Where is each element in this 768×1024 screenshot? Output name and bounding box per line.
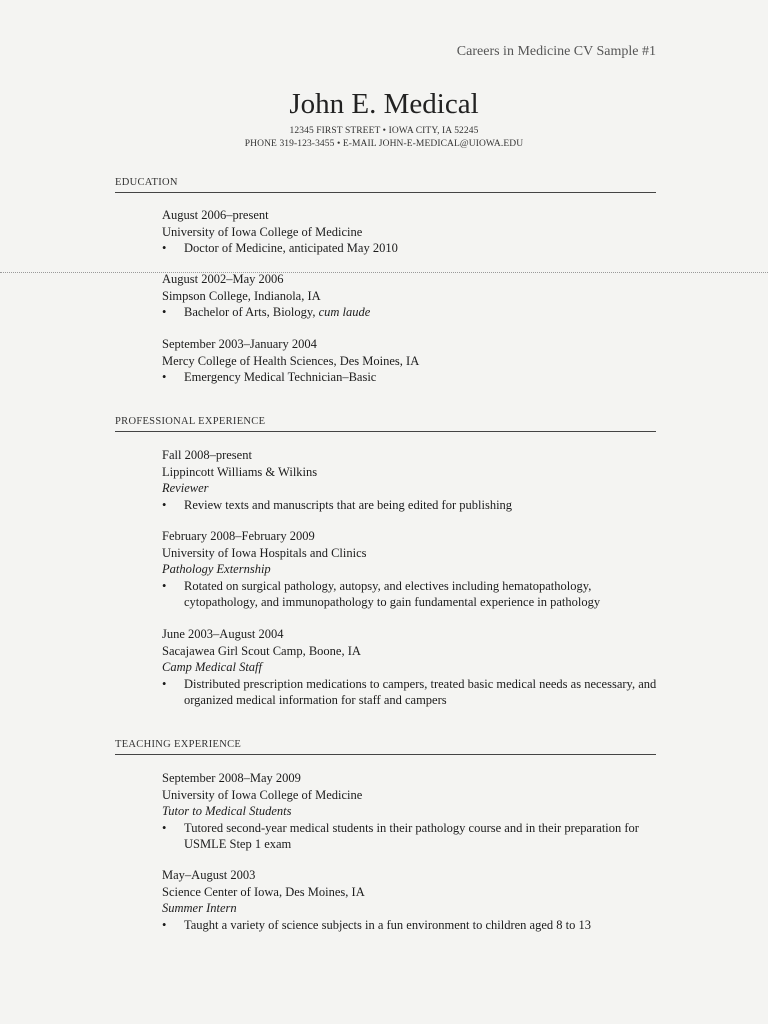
entry-role: Reviewer xyxy=(162,481,209,495)
teaching-entry xyxy=(162,867,662,933)
entry-bullet xyxy=(162,240,662,257)
entry-bullet xyxy=(162,304,662,321)
bullet-marker: • xyxy=(162,917,167,932)
education-entry xyxy=(162,336,662,386)
entry-dates: June 2003–August 2004 xyxy=(162,627,284,641)
bullet-text: Distributed prescription medications to campers, treated basic medical needs as necessary, and organized medical information for staff and campers xyxy=(184,676,657,707)
entry-dates: September 2008–May 2009 xyxy=(162,771,301,785)
section-header-teaching: TEACHING EXPERIENCE xyxy=(115,739,656,755)
bullet-marker: • xyxy=(162,578,167,593)
applicant-name: John E. Medical xyxy=(289,88,479,120)
bullet-text: Taught a variety of science subjects in a fun environment to children aged 8 to 13 xyxy=(184,917,591,932)
bullet-marker: • xyxy=(162,497,167,512)
contact-address: 12345 FIRST STREET • IOWA CITY, IA 52245 xyxy=(289,126,479,136)
entry-dates: August 2002–May 2006 xyxy=(162,272,284,286)
contact-phone-email: PHONE 319-123-3455 • E-MAIL JOHN-E-MEDICAL@UIOWA.EDU xyxy=(244,139,524,149)
entry-role: Camp Medical Staff xyxy=(162,660,262,674)
bullet-text-italic: cum laude xyxy=(318,305,371,319)
entry-dates: August 2006–present xyxy=(162,208,269,222)
bullet-text: Emergency Medical Technician–Basic xyxy=(184,370,377,384)
bullet-marker: • xyxy=(162,820,167,835)
entry-org: University of Iowa Hospitals and Clinics xyxy=(162,545,367,560)
entry-bullet xyxy=(162,497,662,514)
entry-org: Sacajawea Girl Scout Camp, Boone, IA xyxy=(162,643,361,658)
bullet-marker: • xyxy=(162,305,167,319)
bullet-marker: • xyxy=(162,676,167,691)
bullet-text: Rotated on surgical pathology, autopsy, and electives including hematopathology, cytopathology, and immunopathology to gain fundamental experience in pathology xyxy=(184,578,601,609)
experience-entry xyxy=(162,528,662,611)
entry-dates: September 2003–January 2004 xyxy=(162,337,317,351)
entry-dates: May–August 2003 xyxy=(162,868,256,882)
entry-bullet xyxy=(162,578,662,611)
bullet-text xyxy=(184,304,662,321)
entry-role: Pathology Externship xyxy=(162,562,271,576)
entry-dates: February 2008–February 2009 xyxy=(162,529,315,543)
bullet-text: Doctor of Medicine, anticipated May 2010 xyxy=(184,241,398,255)
experience-entry xyxy=(162,447,662,513)
entry-dates: Fall 2008–present xyxy=(162,448,252,462)
entry-org: University of Iowa College of Medicine xyxy=(162,787,363,802)
entry-role: Summer Intern xyxy=(162,901,237,915)
entry-bullet xyxy=(162,369,662,386)
section-header-education: EDUCATION xyxy=(115,177,656,193)
bullet-marker: • xyxy=(162,241,167,255)
bullet-marker: • xyxy=(162,370,167,384)
entry-org: Mercy College of Health Sciences, Des Moines, IA xyxy=(162,353,420,368)
section-header-professional: PROFESSIONAL EXPERIENCE xyxy=(115,416,656,432)
education-entry xyxy=(162,271,662,321)
experience-entry xyxy=(162,626,662,709)
bullet-text: Review texts and manuscripts that are being edited for publishing xyxy=(184,497,513,512)
entry-org: Science Center of Iowa, Des Moines, IA xyxy=(162,884,365,899)
entry-bullet xyxy=(162,917,662,934)
education-entry xyxy=(162,207,662,257)
header-note: Careers in Medicine CV Sample #1 xyxy=(456,44,656,59)
teaching-entry xyxy=(162,770,662,853)
bullet-text-plain: Bachelor of Arts, Biology, xyxy=(184,305,319,319)
bullet-text: Tutored second-year medical students in their pathology course and in their preparation for USMLE Step 1 exam xyxy=(184,820,639,851)
entry-org: Lippincott Williams & Wilkins xyxy=(162,464,318,479)
entry-role: Tutor to Medical Students xyxy=(162,804,292,818)
entry-org: Simpson College, Indianola, IA xyxy=(162,288,321,303)
entry-bullet xyxy=(162,820,662,853)
entry-org: University of Iowa College of Medicine xyxy=(162,224,363,239)
entry-bullet xyxy=(162,676,662,709)
